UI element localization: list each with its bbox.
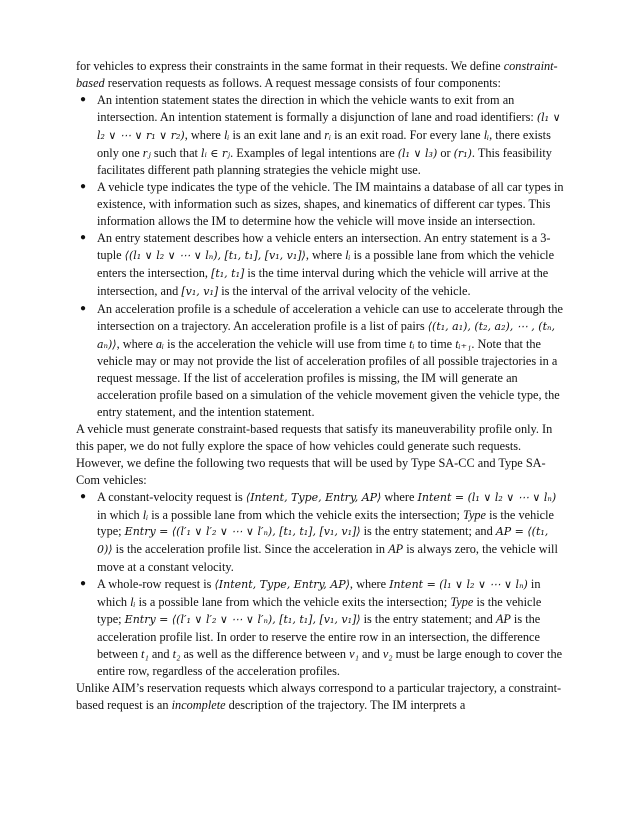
math-expression: [v₁, v₁]	[181, 284, 219, 298]
math-variable: rⱼ	[142, 145, 151, 160]
math-expression: (l₁ ∨ l₂ ∨ ⋯ ∨ r₁ ∨ r₂)	[97, 110, 561, 142]
emphasis-term: Type	[463, 507, 487, 522]
list-item: ● An entry statement describes how a vehicle enters an intersection. An entry statement is a 3-tuple ⟨(l₁ ∨ l₂ ∨ ⋯ ∨ lₙ), [t₁, t₁], [v₁, v₁]⟩, where lᵢ is a possible lane from which the vehicle enters the intersection, [t₁, t₁] is the time interval during which the vehicle will arrive at the intersection, and [v₁, v₁] is the interval of the arrival velocity of the vehicle.	[80, 231, 555, 298]
emphasis-term: AP	[495, 612, 511, 626]
math-expression: Intent = (l₁ ∨ l₂ ∨ ⋯ ∨ lₙ)	[417, 490, 557, 504]
bullet-icon: ●	[80, 93, 87, 105]
math-variable: lᵢ	[483, 127, 490, 142]
list-item: ● A whole-row request is ⟨Intent, Type, Entry, AP⟩, where Intent = (l₁ ∨ l₂ ∨ ⋯ ∨ lₙ) in which lᵢ is a possible lane from which the vehicle exits the intersection; Type is the vehicle type; Entry = ⟨(l′₁ ∨ l′₂ ∨ ⋯ ∨ l′ₙ), [t₁, t₁], [v₁, v₁]⟩ is the entry statement; and AP is the acceleration profile list. In order to reserve the entire row in an intersection, the difference between t₁ and t₂ as well as the difference between v₁ and v₂ must be large enough to cover the entire row, regardless of the acceleration profiles.	[80, 577, 563, 678]
math-expression: Entry = ⟨(l′₁ ∨ l′₂ ∨ ⋯ ∨ l′ₙ), [t₁, t₁], [v₁, v₁]⟩	[124, 613, 361, 626]
math-variable: rᵢ	[324, 127, 332, 142]
math-expression: ⟨Intent, Type, Entry, AP⟩	[214, 578, 350, 592]
math-variable: v₂	[382, 646, 393, 661]
bullet-icon: ●	[80, 578, 87, 590]
math-expression: AP = ⟨(t₁, 0)⟩	[97, 525, 549, 557]
math-variable: tᵢ	[409, 336, 415, 351]
components-list	[76, 92, 566, 421]
math-expression: Intent = (l₁ ∨ l₂ ∨ ⋯ ∨ lₙ)	[389, 578, 528, 592]
list-item: ● An intention statement states the direction in which the vehicle wants to exit from an intersection. An intention statement is formally a disjunction of lane and road identifiers: (l₁ ∨ l₂ ∨ ⋯ ∨ r₁ ∨ r₂), where lᵢ is an exit lane and rᵢ is an exit road. For every lane lᵢ, there exists only one rⱼ such that lᵢ ∈ rⱼ. Examples of legal intentions are (l₁ ∨ l₃) or (r₁). This feasibility facilitates different path planning strategies the vehicle might use.	[80, 92, 561, 178]
list-item: ● An acceleration profile is a schedule of acceleration a vehicle can use to accelerate through the intersection on a trajectory. An acceleration profile is a list of pairs ⟨(t₁, a₁), (t₂, a₂), ⋯ , (tₙ, aₙ)⟩, where aᵢ is the acceleration the vehicle will use from time tᵢ to time tᵢ₊₁. Note that the vehicle may or may not provide the list of acceleration profiles of all possible trajectories in a request message. If the list of acceleration profiles is missing, the IM will generate an acceleration profile based on a simulation of the vehicle movement given the vehicle type, the entry statement, and the intention statement.	[80, 301, 564, 420]
math-variable: aᵢ	[155, 336, 164, 351]
intro-text-end: reservation requests as follows. A request message consists of four components:	[107, 75, 501, 90]
math-variable: lᵢ	[223, 127, 230, 142]
list-item: ● A vehicle type indicates the type of the vehicle. The IM maintains a database of all car types in existence, with information such as sizes, shapes, and kinematics of different car types. This information allows the IM to determine how the vehicle will move inside an intersection.	[80, 180, 564, 229]
bullet-icon: ●	[80, 181, 87, 193]
closing-emphasis: incomplete	[171, 697, 226, 712]
bullet-icon: ●	[80, 232, 87, 244]
math-variable: lᵢ	[345, 247, 351, 262]
math-variable: tᵢ₊₁	[455, 336, 472, 351]
closing-paragraph: Unlike AIM’s reservation requests which always correspond to a particular trajectory, a constraint-based request is an incomplete description of the trajectory. The IM interprets a	[76, 680, 562, 712]
emphasis-term: Type	[450, 595, 474, 610]
math-expression: [t₁, t₁]	[211, 266, 245, 280]
math-expression: ⟨(l₁ ∨ l₂ ∨ ⋯ ∨ lₙ), [t₁, t₁], [v₁, v₁]⟩	[124, 248, 306, 262]
bullet-icon: ●	[80, 302, 87, 314]
bullet-icon: ●	[80, 490, 87, 502]
math-variable: lᵢ	[130, 595, 136, 610]
math-expression: Entry = ⟨(l′₁ ∨ l′₂ ∨ ⋯ ∨ l′ₙ), [t₁, t₁], [v₁, v₁]⟩	[124, 525, 361, 539]
math-variable: t₁	[141, 646, 149, 661]
math-variable: lᵢ	[142, 507, 149, 522]
intro-emphasis: constraint-based	[76, 59, 558, 90]
math-variable: t₂	[172, 646, 181, 661]
math-expression: lᵢ ∈ rⱼ	[201, 146, 231, 160]
math-variable: v₁	[349, 646, 359, 661]
math-expression: (r₁)	[453, 146, 472, 160]
math-expression: ⟨Intent, Type, Entry, AP⟩	[245, 490, 382, 504]
intro-paragraph	[76, 58, 566, 92]
middle-paragraph: A vehicle must generate constraint-based requests that satisfy its maneuverability profile only. In this paper, we do not fully explore the space of how vehicles could generate such requests. However, we define the following two requests that will be used by Type SA-CC and Type SA-Com vehicles:	[76, 422, 553, 487]
math-expression: (l₁ ∨ l₃)	[397, 146, 438, 160]
intro-text: for vehicles to express their constraints in the same format in their requests. We define	[76, 59, 501, 73]
document-page	[76, 58, 566, 713]
list-item: ● A constant-velocity request is ⟨Intent, Type, Entry, AP⟩ where Intent = (l₁ ∨ l₂ ∨ ⋯ ∨ lₙ) in which lᵢ is a possible lane from which the vehicle exits the intersection; Type is the vehicle type; Entry = ⟨(l′₁ ∨ l′₂ ∨ ⋯ ∨ l′ₙ), [t₁, t₁], [v₁, v₁]⟩ is the entry statement; and AP = ⟨(t₁, 0)⟩ is the acceleration profile list. Since the acceleration in AP is always zero, the vehicle will move at a constant velocity.	[80, 489, 558, 575]
emphasis-term: AP	[388, 542, 404, 557]
requests-list	[76, 489, 566, 680]
math-expression: ⟨(t₁, a₁), (t₂, a₂), ⋯ , (tₙ, aₙ)⟩	[97, 319, 555, 351]
